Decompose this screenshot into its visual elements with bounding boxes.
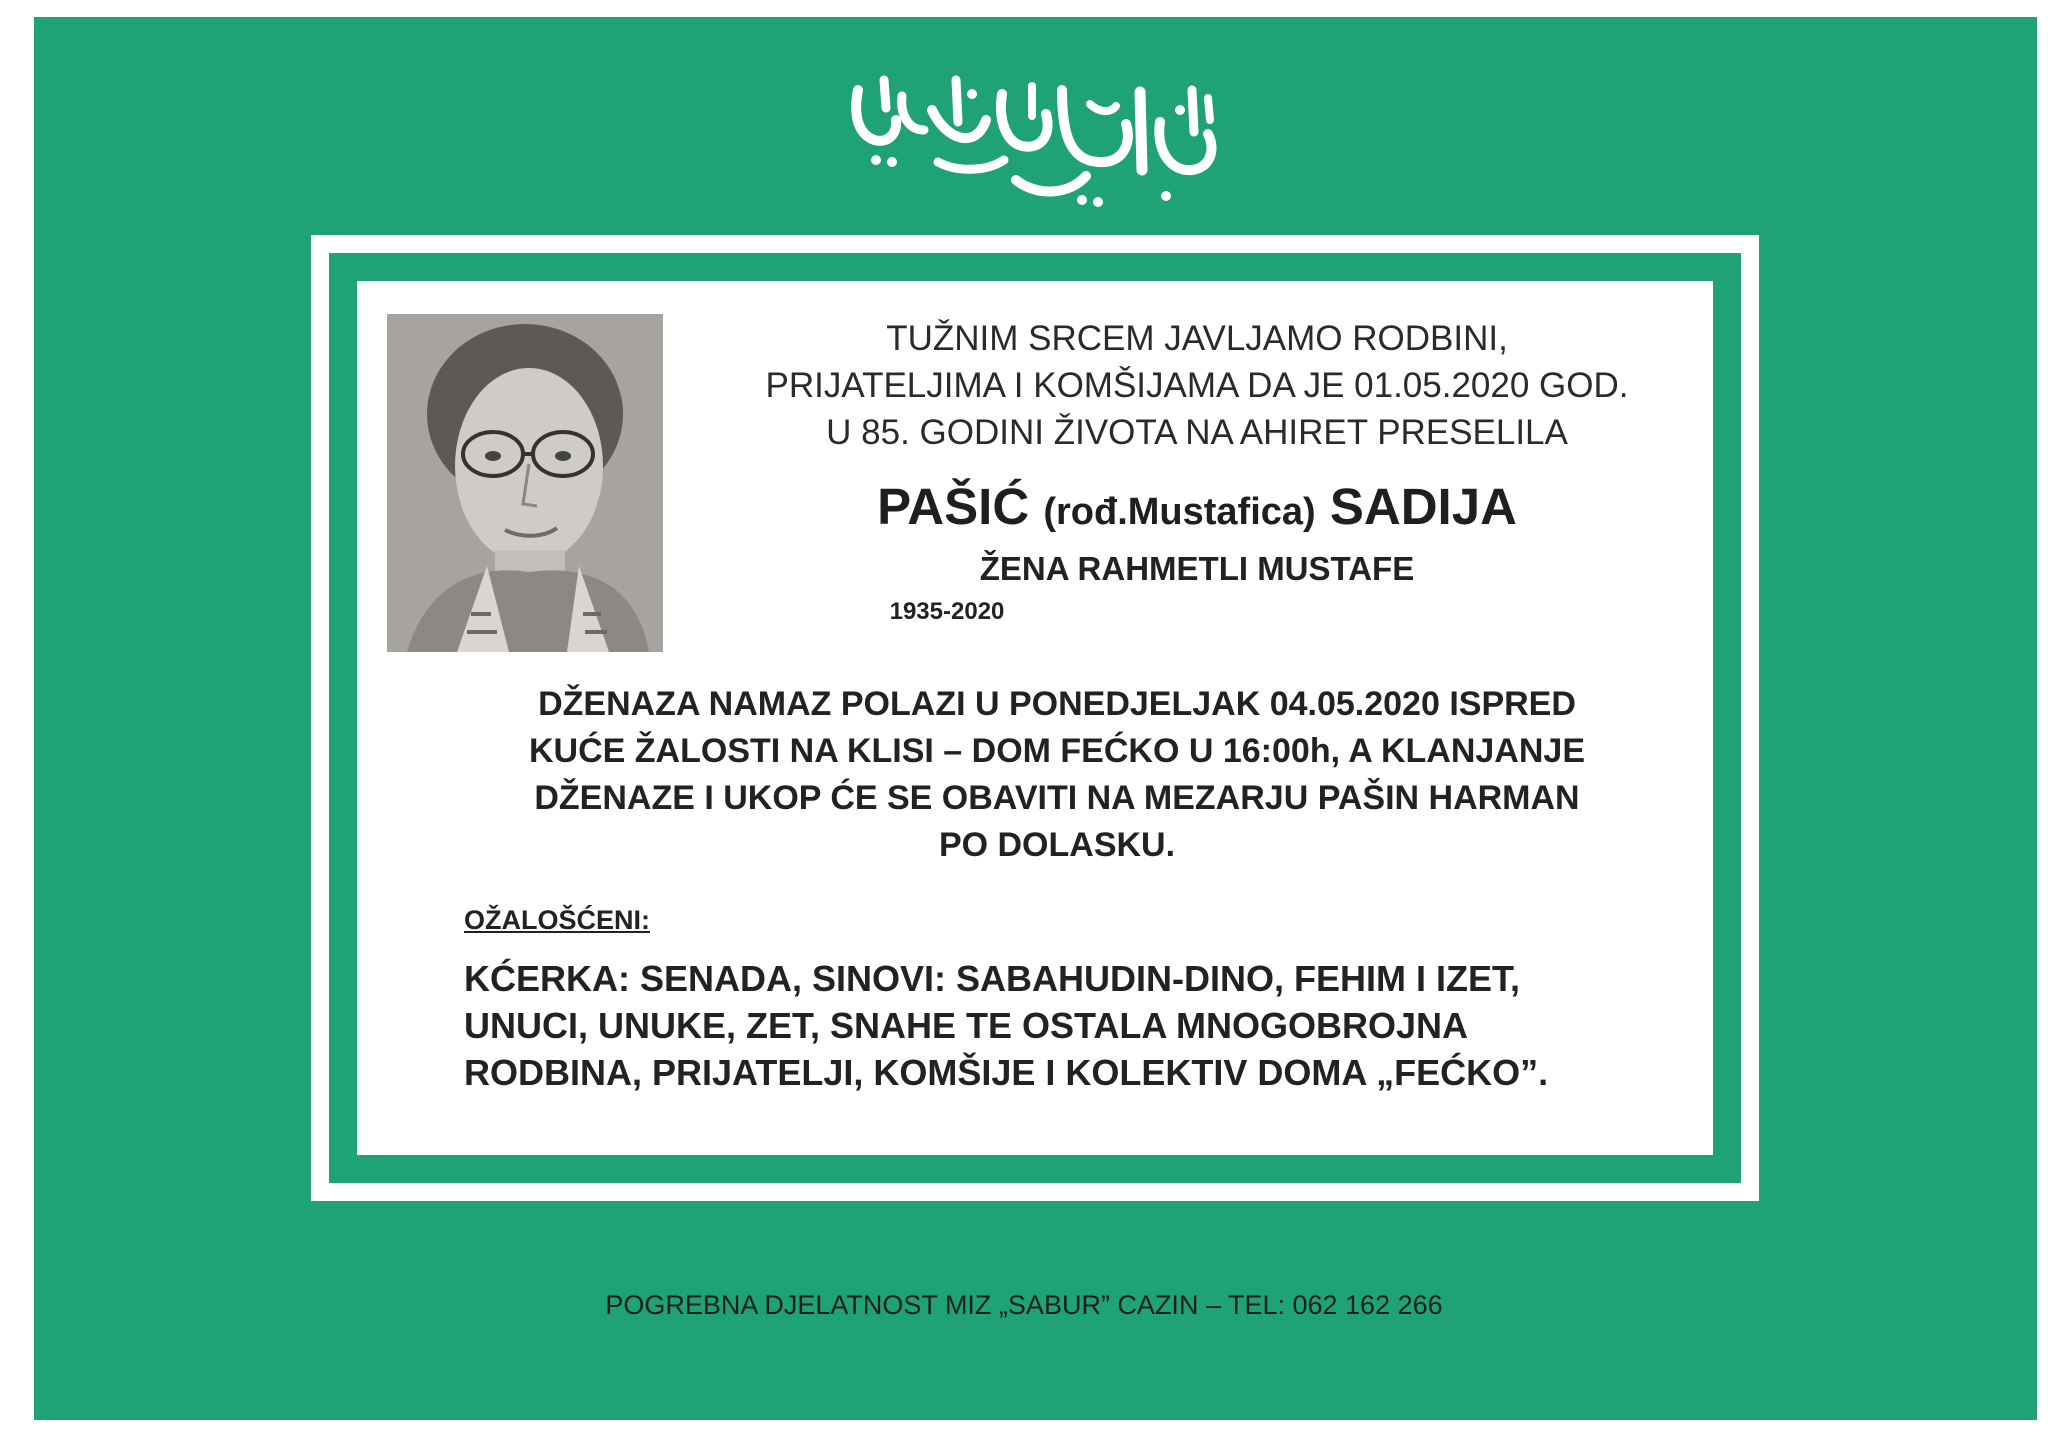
funeral-line: DŽENAZA NAMAZ POLAZI U PONEDJELJAK 04.05.2020 ISPRED <box>538 685 1576 723</box>
deceased-name <box>667 477 1727 542</box>
life-years: 1935-2020 <box>889 598 1005 625</box>
funeral-line: PO DOLASKU. <box>938 826 1176 864</box>
intro-line: U 85. GODINI ŽIVOTA NA AHIRET PRESELILA <box>826 413 1568 452</box>
notice-border <box>329 253 1741 1183</box>
mourners-line: UNUCI, UNUKE, ZET, SNAHE TE OSTALA MNOGOBROJNA <box>464 1005 1469 1046</box>
funeral-line: DŽENAZE I UKOP ĆE SE OBAVITI NA MEZARJU PAŠIN HARMAN <box>534 779 1580 817</box>
intro-text <box>667 315 1727 456</box>
mourners-list <box>464 955 1548 1096</box>
spouse-line: ŽENA RAHMETLI MUSTAFE <box>979 550 1415 587</box>
funeral-service-footer: POGREBNA DJELATNOST MIZ „SABUR” CAZIN – TEL: 062 162 266 <box>605 1290 1443 1320</box>
notice-content <box>357 281 1713 1155</box>
mourners-heading: OŽALOŠĆENI: <box>464 905 650 935</box>
arabic-calligraphy-emblem <box>836 50 1236 220</box>
maiden-name: (rođ.Mustafica) <box>1043 491 1316 533</box>
given-name: SADIJA <box>1329 478 1517 535</box>
portrait-illustration <box>387 314 663 652</box>
funeral-details <box>457 681 1657 869</box>
mourners-line: KĆERKA: SENADA, SINOVI: SABAHUDIN-DINO, FEHIM I IZET, <box>464 958 1521 999</box>
portrait-photo <box>387 314 663 652</box>
mourners-line: RODBINA, PRIJATELJI, KOMŠIJE I KOLEKTIV DOMA „FEĆKO”. <box>464 1052 1549 1093</box>
notice-frame <box>311 235 1759 1201</box>
intro-line: TUŽNIM SRCEM JAVLJAMO RODBINI, <box>886 319 1508 358</box>
surname: PAŠIĆ <box>877 478 1030 535</box>
intro-line: PRIJATELJIMA I KOMŠIJAMA DA JE 01.05.2020 GOD. <box>765 366 1629 405</box>
funeral-line: KUĆE ŽALOSTI NA KLISI – DOM FEĆKO U 16:00h, A KLANJANJE <box>529 732 1585 770</box>
